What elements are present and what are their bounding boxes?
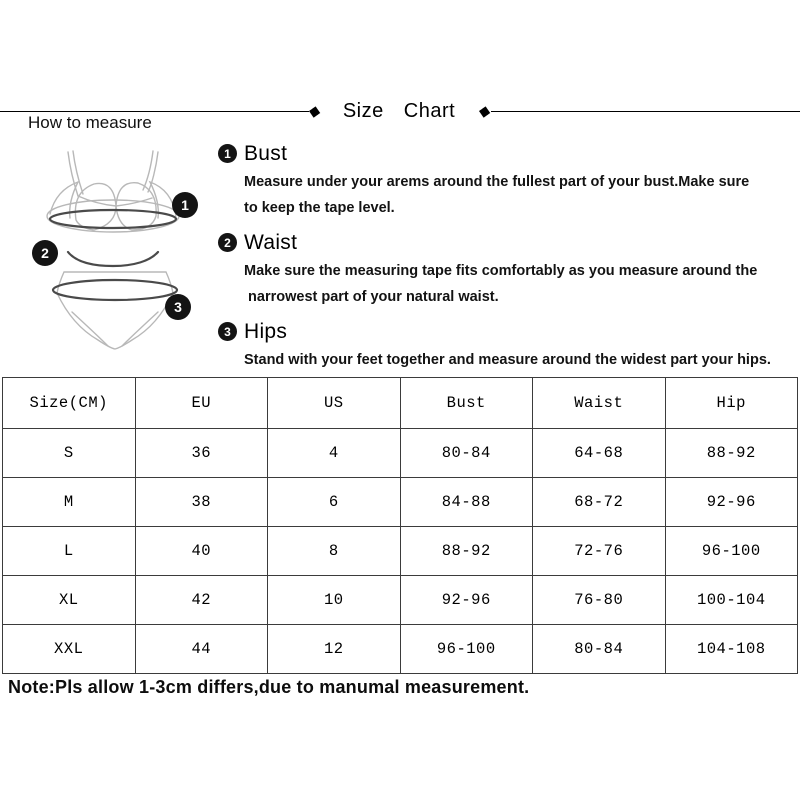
table-cell: 44 <box>135 625 268 674</box>
step-number-badge: 3 <box>218 322 237 341</box>
measuring-tape-lines <box>50 210 177 300</box>
table-header-cell: Waist <box>533 378 666 429</box>
step-description-line: Measure under your arems around the fullest part of your bust.Make sure <box>244 174 750 190</box>
table-cell: 88-92 <box>665 429 798 478</box>
step-heading <box>218 230 793 255</box>
table-header-cell: US <box>268 378 401 429</box>
step-description-line: Make sure the measuring tape fits comfortably as you measure around the <box>244 263 758 280</box>
step-label: Waist <box>244 230 298 254</box>
table-header-cell: EU <box>135 378 268 429</box>
table-cell: 40 <box>135 527 268 576</box>
table-header-row <box>3 378 798 429</box>
table-cell: 12 <box>268 625 401 674</box>
header-rule-right <box>491 111 800 112</box>
table-cell: 96-100 <box>400 625 533 674</box>
table-cell: 10 <box>268 576 401 625</box>
table-row <box>3 527 798 576</box>
step-heading <box>218 319 793 344</box>
how-to-measure-label: How to measure <box>28 113 152 132</box>
step-description-line: narrowest part of your natural waist. <box>244 289 499 306</box>
step-description <box>244 347 793 373</box>
table-header-cell: Bust <box>400 378 533 429</box>
diamond-icon: ◆ <box>477 101 493 121</box>
table-cell: 68-72 <box>533 478 666 527</box>
table-cell: 96-100 <box>665 527 798 576</box>
measure-instructions <box>218 141 793 382</box>
size-table-body <box>3 429 798 674</box>
table-cell: XL <box>3 576 136 625</box>
measure-step-waist <box>218 230 793 310</box>
table-cell: 76-80 <box>533 576 666 625</box>
table-cell: 42 <box>135 576 268 625</box>
table-header-cell: Hip <box>665 378 798 429</box>
table-row <box>3 429 798 478</box>
table-row <box>3 576 798 625</box>
table-row <box>3 478 798 527</box>
step-label: Bust <box>244 141 288 165</box>
table-cell: 104-108 <box>665 625 798 674</box>
table-cell: 84-88 <box>400 478 533 527</box>
size-table <box>2 377 798 674</box>
step-description-line: to keep the tape level. <box>244 200 395 217</box>
step-description-line: Stand with your feet together and measure around the widest part your hips. <box>244 352 771 369</box>
table-cell: 80-84 <box>533 625 666 674</box>
table-row <box>3 625 798 674</box>
table-cell: L <box>3 527 136 576</box>
step-number-badge: 1 <box>218 144 237 163</box>
header-rule-left <box>0 111 309 112</box>
table-cell: 88-92 <box>400 527 533 576</box>
table-cell: 92-96 <box>400 576 533 625</box>
diamond-icon: ◆ <box>307 101 323 121</box>
note-text: Note:Pls allow 1-3cm differs,due to manumal measurement. <box>8 677 530 697</box>
bikini-sketch-lines <box>47 151 179 349</box>
table-cell: 6 <box>268 478 401 527</box>
table-cell: 72-76 <box>533 527 666 576</box>
table-cell: M <box>3 478 136 527</box>
table-cell: 64-68 <box>533 429 666 478</box>
table-cell: 100-104 <box>665 576 798 625</box>
table-cell: S <box>3 429 136 478</box>
table-cell: XXL <box>3 625 136 674</box>
step-number-badge: 2 <box>218 233 237 252</box>
table-cell: 80-84 <box>400 429 533 478</box>
table-cell: 92-96 <box>665 478 798 527</box>
measure-step-hips <box>218 319 793 373</box>
measure-step-bust <box>218 141 793 221</box>
figure-badge-1-number: 1 <box>181 197 189 213</box>
step-heading <box>218 141 793 166</box>
step-label: Hips <box>244 319 288 343</box>
size-table-head <box>3 378 798 429</box>
step-description <box>244 169 793 221</box>
table-header-cell: Size(CM) <box>3 378 136 429</box>
step-description <box>244 258 793 310</box>
table-cell: 4 <box>268 429 401 478</box>
figure-badge-3-number: 3 <box>174 299 182 315</box>
page-title: Size Chart <box>342 99 456 122</box>
figure-badge-2-number: 2 <box>41 245 49 261</box>
table-cell: 38 <box>135 478 268 527</box>
table-cell: 36 <box>135 429 268 478</box>
bikini-measure-illustration <box>20 140 220 360</box>
table-cell: 8 <box>268 527 401 576</box>
